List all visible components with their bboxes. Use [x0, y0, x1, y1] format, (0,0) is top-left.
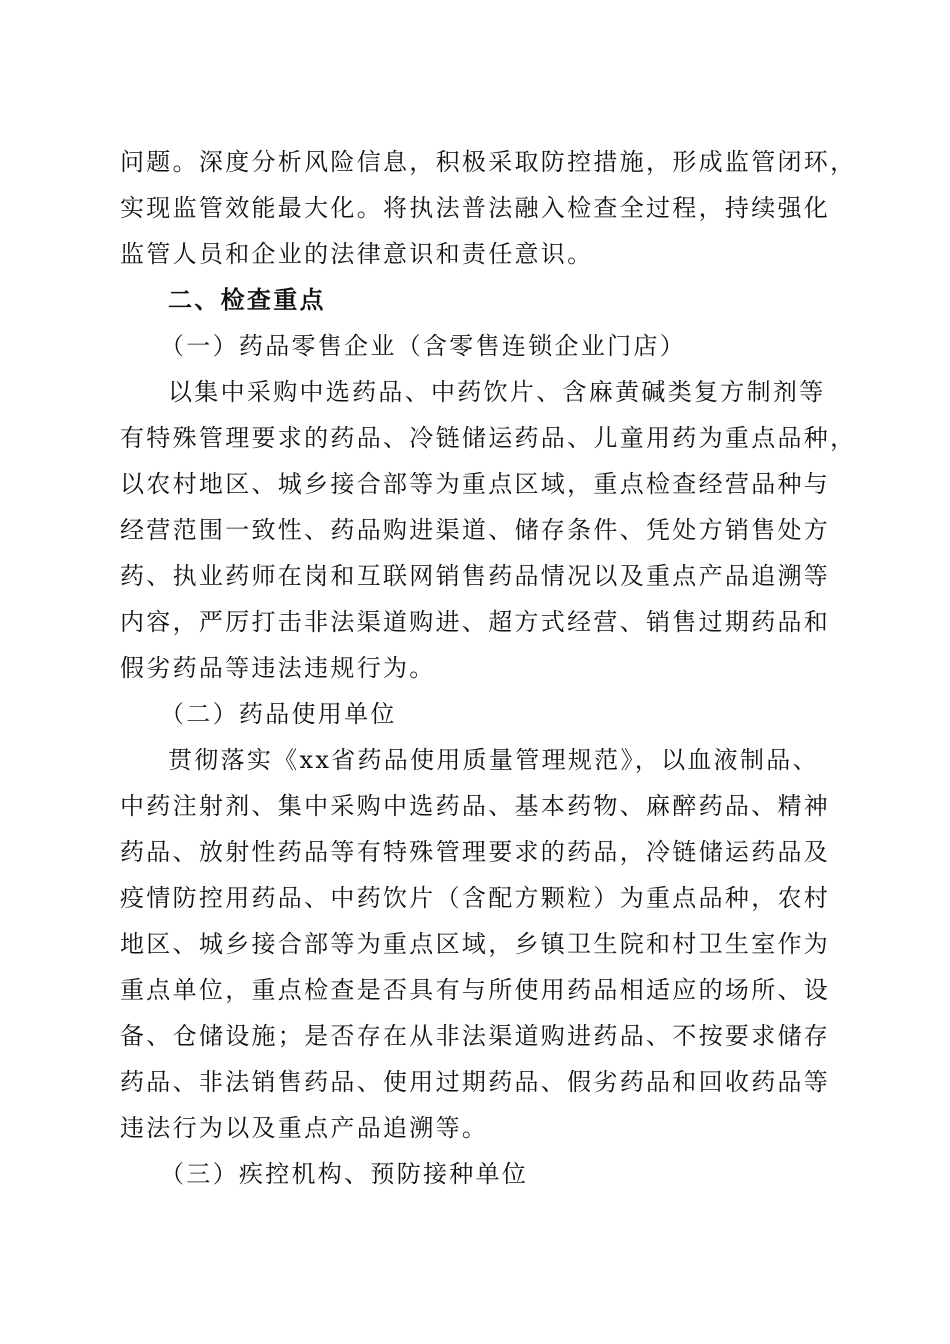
paragraph-line: 重点单位，重点检查是否具有与所使用药品相适应的场所、设 — [120, 976, 831, 1004]
paragraph-line: 疫情防控用药品、中药饮片（含配方颗粒）为重点品种，农村 — [120, 884, 831, 912]
paragraph-line: 实现监管效能最大化。将执法普法融入检查全过程，持续强化 — [120, 194, 831, 222]
paragraph-line: 贯彻落实《xx省药品使用质量管理规范》，以血液制品、 — [168, 746, 819, 774]
paragraph-line: 监管人员和企业的法律意识和责任意识。 — [120, 240, 594, 268]
section-heading: 二、检查重点 — [168, 285, 326, 314]
paragraph-line: 有特殊管理要求的药品、冷链储运药品、儿童用药为重点品种， — [120, 424, 857, 452]
paragraph-line: 药、执业药师在岗和互联网销售药品情况以及重点产品追溯等 — [120, 562, 831, 590]
paragraph-line: 药品、放射性药品等有特殊管理要求的药品，冷链储运药品及 — [120, 838, 831, 866]
subsection-heading: （三）疾控机构、预防接种单位 — [160, 1160, 529, 1188]
paragraph-line: 假劣药品等违法违规行为。 — [120, 654, 436, 682]
paragraph-line: 内容，严厉打击非法渠道购进、超方式经营、销售过期药品和 — [120, 608, 831, 636]
paragraph-line: 以集中采购中选药品、中药饮片、含麻黄碱类复方制剂等 — [168, 378, 826, 406]
paragraph-line: 备、仓储设施；是否存在从非法渠道购进药品、不按要求储存 — [120, 1022, 831, 1050]
subsection-heading: （二）药品使用单位 — [160, 700, 397, 728]
subsection-heading: （一）药品零售企业（含零售连锁企业门店） — [160, 332, 686, 360]
paragraph-line: 经营范围一致性、药品购进渠道、储存条件、凭处方销售处方 — [120, 516, 831, 544]
paragraph-line: 药品、非法销售药品、使用过期药品、假劣药品和回收药品等 — [120, 1068, 831, 1096]
paragraph-line: 问题。深度分析风险信息，积极采取防控措施，形成监管闭环， — [120, 148, 857, 176]
paragraph-line: 中药注射剂、集中采购中选药品、基本药物、麻醉药品、精神 — [120, 792, 831, 820]
paragraph-line: 违法行为以及重点产品追溯等。 — [120, 1114, 489, 1142]
paragraph-line: 以农村地区、城乡接合部等为重点区域，重点检查经营品种与 — [120, 470, 831, 498]
paragraph-line: 地区、城乡接合部等为重点区域，乡镇卫生院和村卫生室作为 — [120, 930, 831, 958]
